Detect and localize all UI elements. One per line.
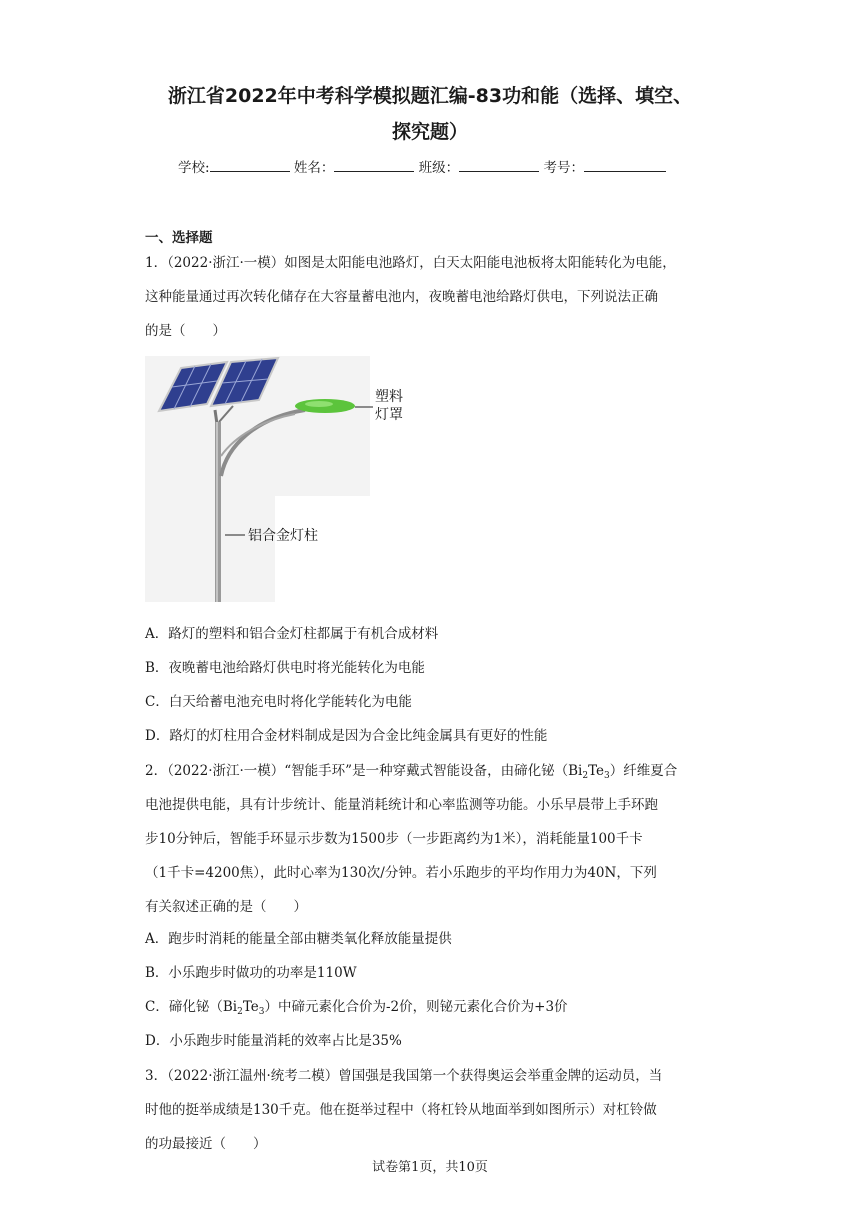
label-alloy-pole: 铝合金灯柱 (248, 528, 318, 544)
document-title-line2: 探究题） (391, 121, 468, 143)
q2-option-b: B．小乐跑步时做功的功率是110W (145, 965, 357, 981)
page-footer: 试卷第1页，共10页 (372, 1160, 488, 1175)
school-blank (210, 157, 290, 172)
q1-stem-line2: 这种能量通过再次转化储存在大容量蓄电池内，夜晚蓄电池给路灯供电，下列说法正确 (145, 289, 658, 305)
q2-stem-line1: 2．（2022·浙江·一模）“智能手环”是一种穿戴式智能设备，由碲化铋$(Bi_2Te_3)$纤维夏合 (145, 763, 678, 781)
class-blank (459, 157, 539, 172)
q1-stem-line3: 的是（ ） (145, 323, 226, 339)
name-label: 姓名： (293, 160, 335, 176)
solar-streetlight-figure (145, 356, 415, 602)
q3-stem-line1: 3．（2022·浙江温州·统考二模）曾国强是我国第一个获得奥运会举重金牌的运动员，当 (145, 1068, 663, 1084)
q3-stem-line3: 的功最接近（ ） (145, 1136, 267, 1152)
q1-option-d: D．路灯的灯柱用合金材料制成是因为合金比纯金属具有更好的性能 (145, 728, 548, 744)
q2-option-d: D．小乐跑步时能量消耗的效率占比是35% (145, 1033, 402, 1049)
q2-stem-line2: 电池提供电能，具有计步统计、能量消耗统计和心率监测等功能。小乐早晨带上手环跑 (145, 797, 658, 813)
label-plastic-cover-2: 灯罩 (375, 407, 403, 423)
q2-stem-line4: （1千卡=4200焦），此时心率为130次/分钟。若小乐跑步的平均作用力为40N，下列 (145, 865, 657, 881)
name-blank (334, 157, 414, 172)
exam-number-label: 考号： (543, 160, 584, 176)
q1-option-a: A．路灯的塑料和铝合金灯柱都属于有机合成材料 (145, 626, 439, 642)
q3-stem-line2: 时他的挺举成绩是130千克。他在挺举过程中（将杠铃从地面举到如图所示）对杠铃做 (145, 1102, 657, 1118)
q1-stem-line1: 1．（2022·浙江·一模）如图是太阳能电池路灯，白天太阳能电池板将太阳能转化为电能， (145, 255, 676, 271)
q1-option-c: C．白天给蓄电池充电时将化学能转化为电能 (145, 694, 412, 710)
q1-option-b: B．夜晚蓄电池给路灯供电时将光能转化为电能 (145, 660, 425, 676)
section-heading: 一、选择题 (145, 230, 213, 246)
document-title-line1: 浙江省2022年中考科学模拟题汇编-83功和能（选择、填空、 (167, 85, 693, 107)
q2-stem-line3: 步10分钟后，智能手环显示步数为1500步（一步距离约为1米），消耗能量100千卡 (145, 831, 643, 847)
q2-option-a: A．跑步时消耗的能量全部由糖类氧化释放能量提供 (145, 931, 452, 947)
school-label: 学校: (178, 160, 210, 176)
student-info-row (178, 157, 666, 179)
label-plastic-cover-1: 塑料 (375, 389, 403, 405)
exam-number-blank (584, 157, 666, 172)
class-label: 班级： (418, 160, 460, 176)
q2-stem-line5: 有关叙述正确的是（ ） (145, 899, 307, 915)
q2-option-c: C．碲化铋$(Bi_2Te_3)$中碲元素化合价为-2价，则铋元素化合价为+3价 (145, 999, 568, 1017)
